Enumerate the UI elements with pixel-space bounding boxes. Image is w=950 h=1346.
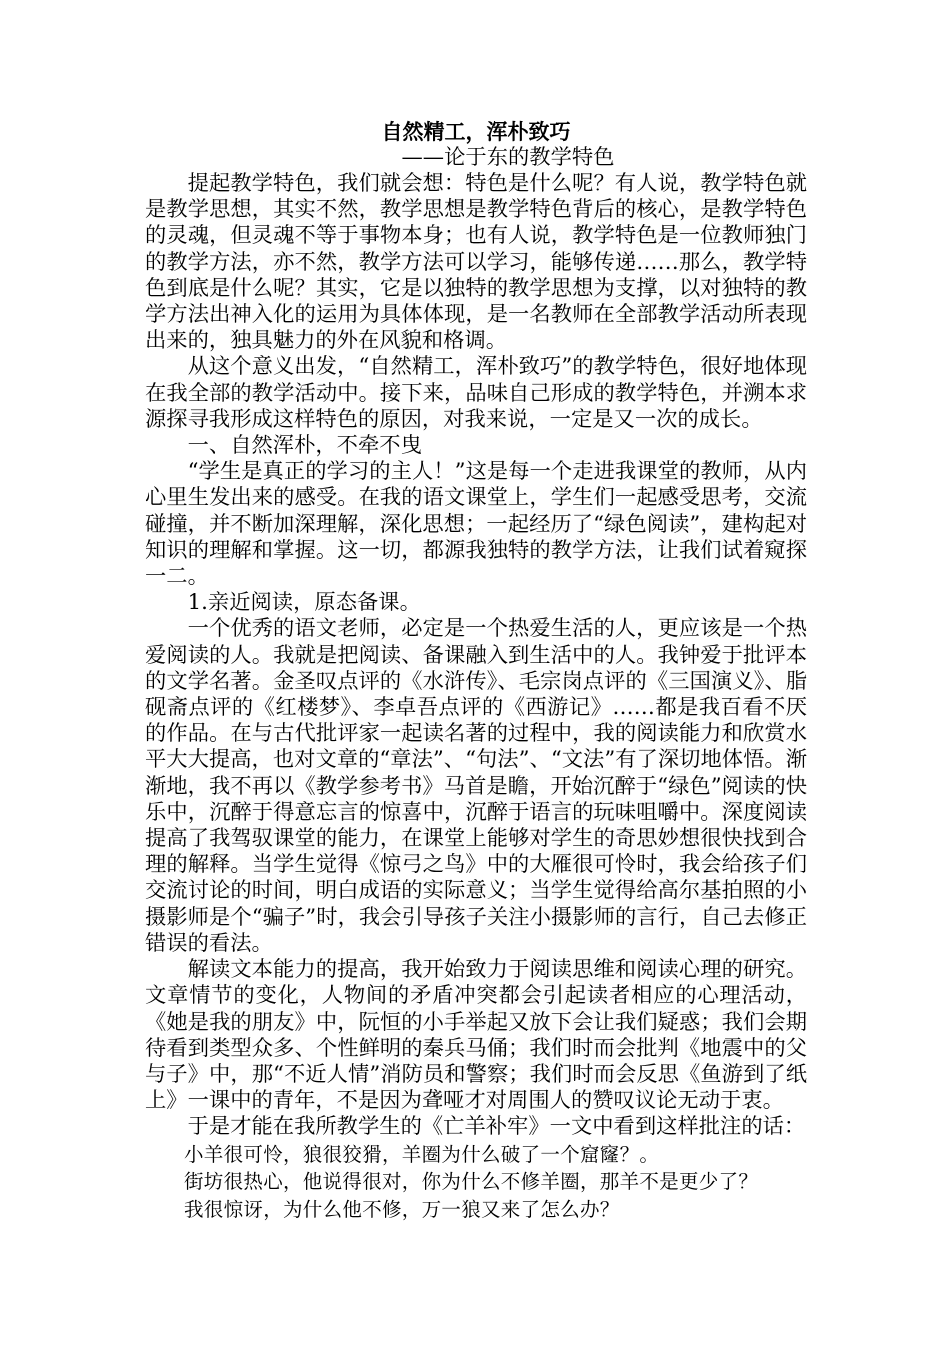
document-page [145, 118, 807, 1223]
section-heading-1: 一、自然浑朴，不牵不曳 [187, 433, 422, 459]
document-subtitle: ——论于东的教学特色 [401, 145, 615, 170]
paragraph-reading: 一个优秀的语文老师，必定是一个热爱生活的人，更应该是一个热爱阅读的人。我就是把阅读、备课融入到生活中的人。我钟爱于批评本的文学名著。金圣叹点评的《水浒传》、毛宗岗点评的《三国演义》、脂砚斋点评的《红楼梦》、李卓吾点评的《西游记》……都是我百看不厌的作品。在与古代批评家一起读名著的过程中，我的阅读能力和欣赏水平大大提高，也对文章的“章法”、“句法”、“文法”有了深切地体悟。渐渐地，我不再以《教学参考书》马首是瞻，开始沉醉于“绿色”阅读的快乐中，沉醉于得意忘言的惊喜中，沉醉于语言的玩味咀嚼中。深度阅读提高了我驾驭课堂的能力，在课堂上能够对学生的奇思妙想很快找到合理的解释。当学生觉得《惊弓之鸟》中的大雁很可怜时，我会给孩子们交流讨论的时间，明白成语的实际意义；当学生觉得给高尔基拍照的小摄影师是个“骗子”时，我会引导孩子关注小摄影师的言行，自己去修正错误的看法。 [145, 616, 807, 956]
student-annotation: 我很惊讶，为什么他不修，万一狼又来了怎么办？ [184, 1197, 620, 1221]
paragraph-significance: 从这个意义出发，“自然精工，浑朴致巧”的教学特色，很好地体现在我全部的教学活动中。接下来，品味自己形成的教学特色，并溯本求源探寻我形成这样特色的原因，对我来说，一定是又一次的成长。 [145, 354, 807, 432]
paragraph-section-1: “学生是真正的学习的主人！”这是每一个走进我课堂的教师，从内心里生发出来的感受。在我的语文课堂上，学生们一起感受思考，交流碰撞，并不断加深理解，深化思想；一起经历了“绿色阅读”，建构起对知识的理解和掌握。这一切，都源我独特的教学方法，让我们试着窥探一二。 [145, 459, 807, 590]
paragraph-intro: 提起教学特色，我们就会想：特色是什么呢？有人说，教学特色就是教学思想，其实不然，教学思想是教学特色背后的核心，是教学特色的灵魂，但灵魂不等于事物本身；也有人说，教学特色是一位教师独门的教学方法，亦不然，教学方法可以学习，能够传递……那么，教学特色到底是什么呢？其实，它是以独特的教学思想为支撑，以对独特的教学方法出神入化的运用为具体体现，是一名教师在全部教学活动所表现出来的，独具魅力的外在风貌和格调。 [145, 171, 807, 354]
subsection-heading-1: 1.亲近阅读，原态备课。 [187, 590, 421, 616]
paragraph-interpretation: 解读文本能力的提高，我开始致力于阅读思维和阅读心理的研究。文章情节的变化，人物间的矛盾冲突都会引起读者相应的心理活动，《她是我的朋友》中，阮恒的小手举起又放下会让我们疑惑；我们会期待看到类型众多、个性鲜明的秦兵马俑；我们时而会批判《地震中的父与子》中，那“不近人情”消防员和警察；我们时而会反思《鱼游到了纸上》一课中的青年，不是因为聋哑才对周围人的赞叹议论无动于衷。 [145, 957, 807, 1114]
paragraph-annotation-intro: 于是才能在我所教学生的《亡羊补牢》一文中看到这样批注的话： [187, 1114, 806, 1140]
document-title: 自然精工，浑朴致巧 [381, 119, 571, 144]
student-annotation: 小羊很可怜，狼很狡猾，羊圈为什么破了一个窟窿？。 [184, 1142, 660, 1166]
student-annotation: 街坊很热心，他说得很对，你为什么不修羊圈，那羊不是更少了？ [184, 1170, 759, 1194]
